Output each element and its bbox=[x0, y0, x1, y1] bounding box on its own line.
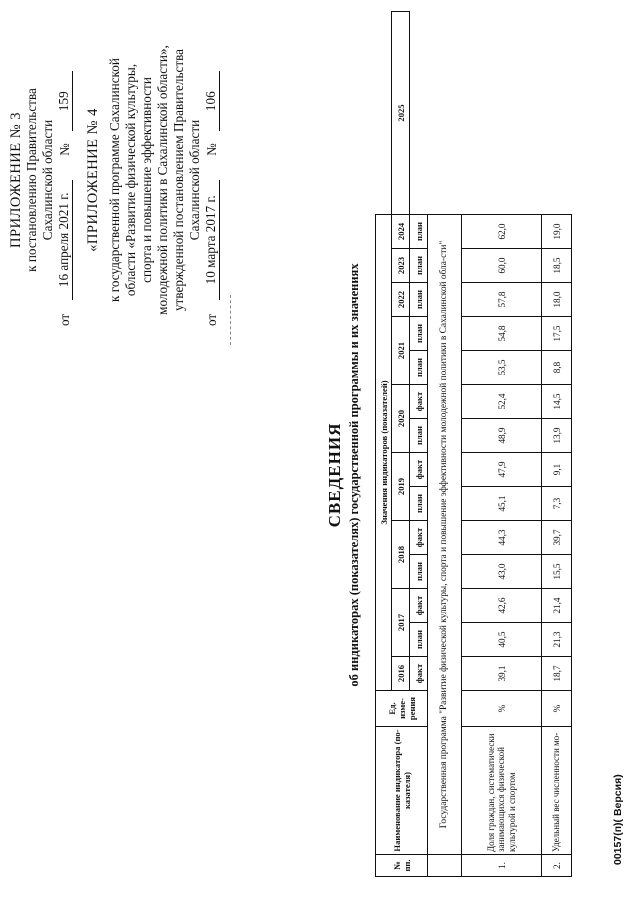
row-num: 2. bbox=[542, 855, 572, 877]
appendix2-num-label: № bbox=[204, 143, 219, 156]
appendix-date: 16 апреля 2021 г. bbox=[56, 180, 73, 300]
row-value: 17,5 bbox=[542, 317, 572, 351]
row-value: 14,5 bbox=[542, 385, 572, 419]
appendix2-line1: к государственной программе Сахалинской bbox=[107, 58, 122, 302]
appendix2-line5: утвержденной постановлением Правительства bbox=[171, 48, 186, 312]
appendix2-line4: молодежной политики в Сахалинской области», bbox=[155, 45, 170, 315]
appendix2-title: «ПРИЛОЖЕНИЕ № 4 bbox=[85, 108, 101, 252]
header-year: 2017 bbox=[392, 589, 410, 657]
header-year: 2025 bbox=[392, 12, 410, 215]
row-value: 52,4 bbox=[462, 385, 542, 419]
row-value: 9,1 bbox=[542, 453, 572, 487]
row-value: 18,7 bbox=[542, 657, 572, 691]
row-value: 7,3 bbox=[542, 487, 572, 521]
scan-mark bbox=[230, 295, 232, 345]
row-value: 13,9 bbox=[542, 419, 572, 453]
row-value: 54,8 bbox=[462, 317, 542, 351]
header-year: 2022 bbox=[392, 283, 410, 317]
appendix2-date-row bbox=[203, 10, 220, 350]
header-sub: план bbox=[410, 419, 428, 453]
header-sub: план bbox=[410, 283, 428, 317]
appendix2-number: 106 bbox=[203, 71, 220, 131]
header-year: 2023 bbox=[392, 249, 410, 283]
row-num: 1. bbox=[462, 855, 542, 877]
appendix-from-label: от bbox=[57, 313, 72, 326]
appendix-title: ПРИЛОЖЕНИЕ № 3 bbox=[8, 112, 24, 248]
row-name: Удельный вес численности мо- bbox=[542, 727, 572, 855]
row-value: 15,5 bbox=[542, 555, 572, 589]
row-value: 39,7 bbox=[542, 521, 572, 555]
program-row: Государственная программа "Развитие физической культуры, спорта и повышение эффективности молодежной политики в Сахалинской обла-сти" bbox=[428, 215, 462, 855]
appendix-line1: к постановлению Правительства bbox=[24, 88, 39, 272]
header-year: 2024 bbox=[392, 215, 410, 249]
header-sub: план bbox=[410, 487, 428, 521]
header-year: 2016 bbox=[392, 657, 410, 691]
header-sub: факт bbox=[410, 385, 428, 419]
row-value: 40,5 bbox=[462, 623, 542, 657]
document-title bbox=[325, 165, 362, 785]
row-value: 44,3 bbox=[462, 521, 542, 555]
appendix-date-row bbox=[56, 10, 73, 350]
row-value: 53,5 bbox=[462, 351, 542, 385]
row-unit: % bbox=[542, 691, 572, 727]
header-year: 2018 bbox=[392, 521, 410, 589]
document-footer: 00157(п)( Версия) bbox=[612, 774, 624, 865]
row-value: 18,0 bbox=[542, 283, 572, 317]
header-sub: план bbox=[410, 317, 428, 351]
header-sub: факт bbox=[410, 453, 428, 487]
row-name: Доля граждан, систематически занимающихся физической культурой и спортом bbox=[462, 727, 542, 855]
row-value: 48,9 bbox=[462, 419, 542, 453]
row-value: 21,4 bbox=[542, 589, 572, 623]
appendix-line2: Сахалинской области bbox=[40, 119, 55, 241]
row-value: 21,3 bbox=[542, 623, 572, 657]
row-value: 42,6 bbox=[462, 589, 542, 623]
header-sub: план bbox=[410, 249, 428, 283]
row-value: 47,9 bbox=[462, 453, 542, 487]
appendix-num-label: № bbox=[57, 143, 72, 156]
header-num: № пп. bbox=[376, 855, 428, 877]
row-unit: % bbox=[462, 691, 542, 727]
title-main: СВЕДЕНИЯ bbox=[325, 422, 344, 528]
header-unit: Ед. изме-рения bbox=[376, 691, 428, 727]
appendix-number: 159 bbox=[56, 71, 73, 131]
row-value: 19,0 bbox=[542, 215, 572, 249]
header-year: 2019 bbox=[392, 453, 410, 521]
row-value: 43,0 bbox=[462, 555, 542, 589]
row-value: 39,1 bbox=[462, 657, 542, 691]
header-sub: факт bbox=[410, 657, 428, 691]
header-sub: план bbox=[410, 351, 428, 385]
appendix-header bbox=[8, 10, 220, 350]
header-sub: план bbox=[410, 215, 428, 249]
table-row bbox=[462, 12, 542, 877]
header-sub: план bbox=[410, 555, 428, 589]
indicators-table bbox=[375, 11, 572, 877]
row-value: 18,5 bbox=[542, 249, 572, 283]
appendix2-line6: Сахалинской области bbox=[187, 119, 202, 241]
header-year: 2021 bbox=[392, 317, 410, 385]
title-subtitle: об индикаторах (показателях) государственной программы и их значениях bbox=[347, 263, 361, 687]
header-sub: план bbox=[410, 623, 428, 657]
row-value: 60,0 bbox=[462, 249, 542, 283]
header-year: 2020 bbox=[392, 385, 410, 453]
appendix2-line2: области «Развитие физической культуры, bbox=[123, 63, 138, 297]
header-name: Наименование индикатора (по-казателя) bbox=[376, 727, 428, 855]
row-value: 8,8 bbox=[542, 351, 572, 385]
appendix2-from-label: от bbox=[204, 313, 219, 326]
table-row bbox=[542, 12, 572, 877]
row-value: 62,0 bbox=[462, 215, 542, 249]
row-value: 45,1 bbox=[462, 487, 542, 521]
appendix2-date: 10 марта 2017 г. bbox=[203, 180, 220, 300]
row-value: 57,8 bbox=[462, 283, 542, 317]
appendix2-line3: спорта и повышение эффективности bbox=[139, 77, 154, 283]
header-sub: факт bbox=[410, 589, 428, 623]
header-sub: факт bbox=[410, 521, 428, 555]
header-values: Значения индикаторов (показателей) bbox=[376, 215, 392, 691]
